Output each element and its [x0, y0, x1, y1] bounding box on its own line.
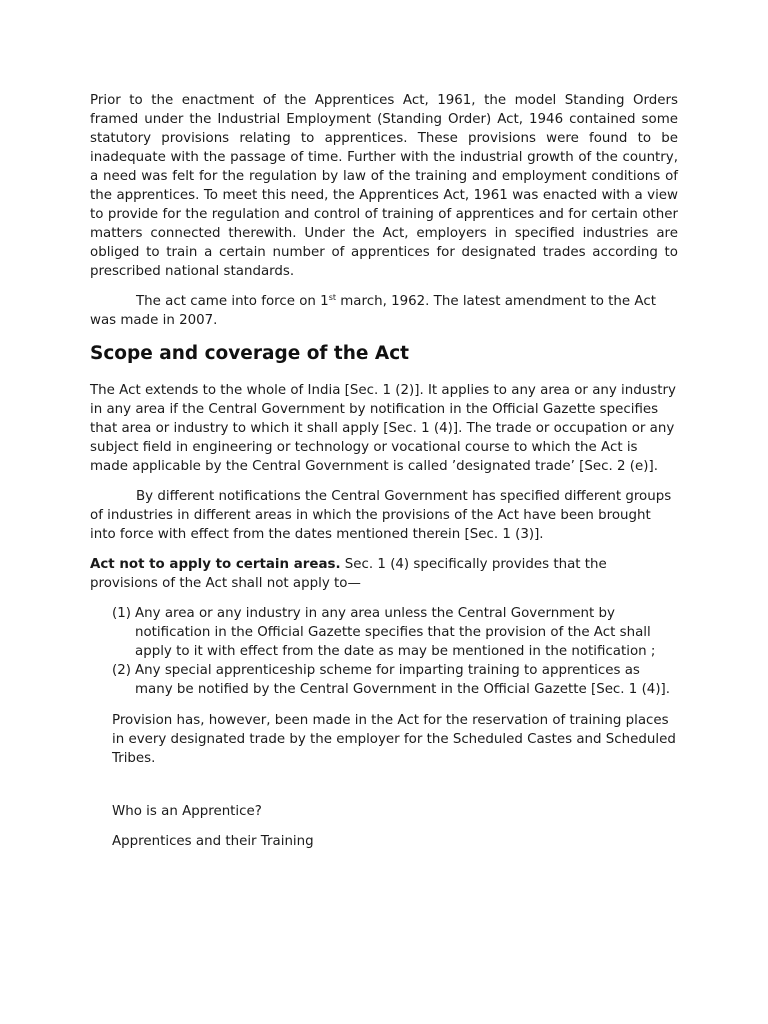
amendment-ordinal-suffix: st [328, 293, 336, 302]
exclusions-list [90, 604, 678, 699]
closing-block [90, 711, 678, 851]
subheading-who-is-apprentice: Who is an Apprentice? [112, 804, 262, 819]
areas-paragraph [90, 555, 678, 593]
amendment-paragraph [90, 292, 678, 330]
areas-text: Sec. 1 (4) specifically provides that the provisions of the Act shall not apply to— [90, 557, 607, 591]
amendment-text-start: The act came into force on 1 [136, 294, 329, 309]
list-item-number: (1) [112, 606, 131, 621]
areas-lead-heading: Act not to apply to certain areas. [90, 557, 341, 572]
notification-paragraph: By different notifications the Central Government has specified different groups of industries in different areas in which the provisions of the Act have been brought into force with effect from the dates mentioned therein [Sec. 1 (3)]. [90, 489, 672, 542]
section-heading: Scope and coverage of the Act [90, 343, 410, 364]
scope-paragraph: The Act extends to the whole of India [Sec. 1 (2)]. It applies to any area or any industry in any area if the Central Government by notification in the Official Gazette specifies that area or industry to which it shall apply [Sec. 1 (4)]. The trade or occupation or any subject field in engineering or technology or vocational course to which the Act is made applicable by the Central Government is called ’designated trade’ [Sec. 2 (e)]. [90, 383, 676, 474]
list-item-text: Any area or any industry in any area unless the Central Government by notification in the Official Gazette specifies that the provision of the Act shall apply to it with effect from the date as may be mentioned in the notification ; [135, 606, 656, 659]
list-item [112, 604, 678, 661]
amendment-text-end: march, 1962. The latest amendment to the Act was made in 2007. [90, 294, 656, 328]
list-item-text: Any special apprenticeship scheme for imparting training to apprentices as many be notified by the Central Government in the Official Gazette [Sec. 1 (4)]. [135, 663, 671, 697]
list-item-number: (2) [112, 663, 131, 678]
reservation-paragraph: Provision has, however, been made in the Act for the reservation of training places in every designated trade by the employer for the Scheduled Castes and Scheduled Tribes. [112, 713, 676, 766]
subheading-apprentices-training: Apprentices and their Training [112, 834, 314, 849]
intro-paragraph: Prior to the enactment of the Apprentices Act, 1961, the model Standing Orders framed under the Industrial Employment (Standing Order) Act, 1946 contained some statutory provisions relating to apprentices. These provisions were found to be inadequate with the passage of time. Further with the industrial growth of the country, a need was felt for the regulation by law of the training and employment conditions of the apprentices. To meet this need, the Apprentices Act, 1961 was enacted with a view to provide for the regulation and control of training of apprentices and for certain other matters connected therewith. Under the Act, employers in specified industries are obliged to train a certain number of apprentices for designated trades according to prescribed national standards. [90, 93, 678, 279]
list-item [112, 661, 678, 699]
